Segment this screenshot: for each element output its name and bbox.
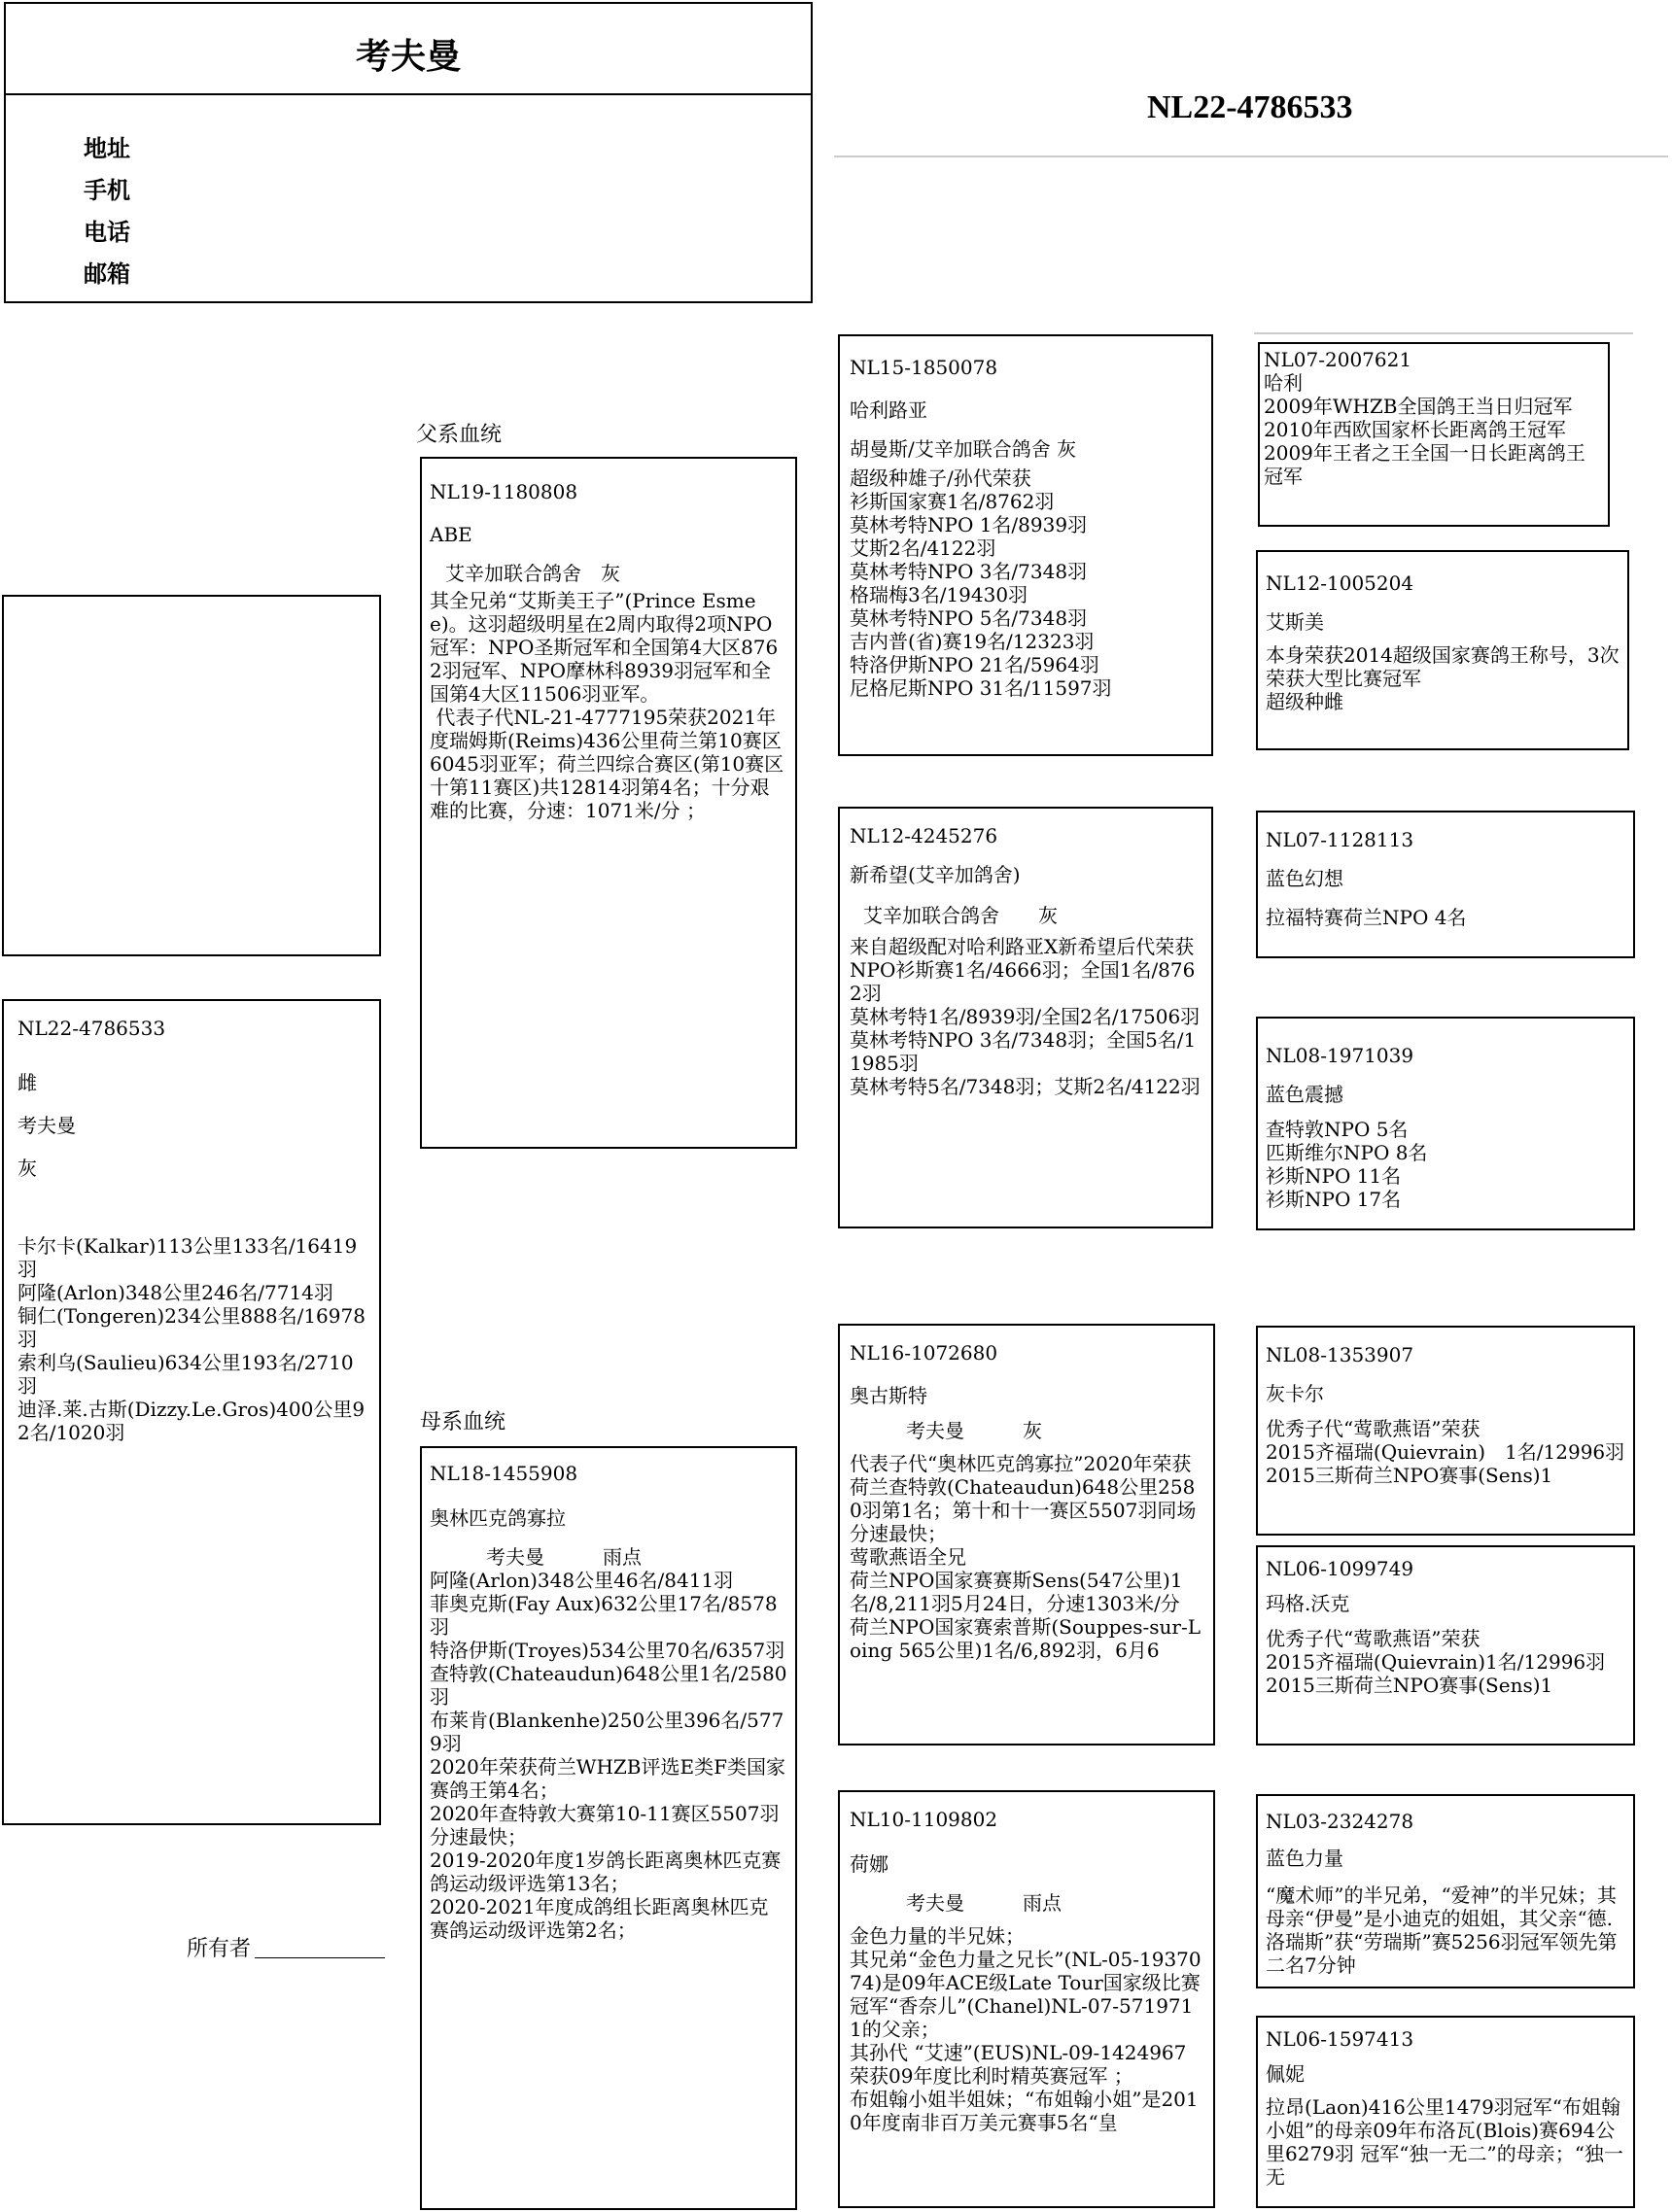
dds-ring: NL03-2324278 xyxy=(1266,1810,1414,1833)
header-ring-number: NL22-4786533 xyxy=(1147,89,1353,125)
dam-line-label: 母系血统 xyxy=(420,1410,506,1434)
top-rule-right xyxy=(1254,332,1633,334)
dss-ring: NL08-1353907 xyxy=(1266,1343,1414,1366)
dam-sire-breeder-color: 考夫曼 灰 xyxy=(906,1419,1042,1442)
dds-description: “魔术师”的半兄弟，“爱神”的半兄妹；其母亲“伊曼”是小迪克的姐姐，其父亲“德.洛瑞斯”获“劳瑞斯”赛5256羽冠军领先第二名7分钟 xyxy=(1266,1884,1618,1977)
dam-sire-sire-card xyxy=(1256,1326,1635,1536)
ssd-description: 本身荣获2014超级国家赛鸽王称号，3次荣获大型比赛冠军 超级种雌 xyxy=(1266,643,1620,713)
header-divider xyxy=(6,93,811,95)
dss-name: 灰卡尔 xyxy=(1266,1382,1324,1405)
subject-ring: NL22-4786533 xyxy=(17,1017,166,1040)
sdd-description: 查特敦NPO 5名 匹斯维尔NPO 8名 衫斯NPO 11名 衫斯NPO 17名 xyxy=(1266,1118,1428,1211)
owner-label: 所有者 xyxy=(187,1937,252,1961)
sds-name: 蓝色幻想 xyxy=(1266,867,1343,890)
sire-dam-card xyxy=(838,807,1213,1228)
sss-name: 哈利 xyxy=(1264,371,1303,395)
ddd-name: 佩妮 xyxy=(1266,2062,1305,2086)
subject-card xyxy=(2,999,381,1825)
dam-card xyxy=(420,1446,797,2210)
dam-dam-dam-card xyxy=(1256,2016,1635,2208)
sire-sire-breeder-color: 胡曼斯/艾辛加联合鸽舍 灰 xyxy=(850,437,1077,461)
sire-sire-sire-card xyxy=(1258,342,1610,527)
dam-description: 阿隆(Arlon)348公里46名/8411羽 菲奥克斯(Fay Aux)632公里17名/8578羽 特洛伊斯(Troyes)534公里70名/6357羽 查特敦(Chateaudun)648公里1名/2580羽 布莱肯(Blankenhe)250公里396名/5779羽 2020年荣获荷兰WHZB评选E类F类国家赛鸽王第4名； 2020年查特敦大赛第10-11赛区5507羽分速最快； 2019-2020年度1岁鸽长距离奥林匹克赛鸽运动级评选第13名； 2020-2021年度成鸽组长距离奥林匹克赛鸽运动级评选第2名； xyxy=(430,1569,787,1942)
address-label: 地址 xyxy=(84,135,130,162)
dsd-description: 优秀子代“莺歌燕语”荣获 2015齐福瑞(Quievrain)1名/12996羽 2015三斯荷兰NPO赛事(Sens)1 xyxy=(1266,1627,1606,1697)
contact-labels xyxy=(84,128,130,295)
sire-name: ABE xyxy=(430,523,472,546)
sire-dam-ring: NL12-4245276 xyxy=(850,824,998,847)
header-rule xyxy=(834,156,1668,157)
sire-sire-dam-card xyxy=(1256,550,1629,750)
loft-name: 考夫曼 xyxy=(355,37,461,76)
dam-sire-card xyxy=(838,1324,1215,1745)
dam-name: 奥林匹克鸽寡拉 xyxy=(430,1506,566,1530)
owner-signature-line xyxy=(255,1957,385,1958)
owner-header-box xyxy=(4,2,813,303)
sds-description: 拉福特赛荷兰NPO 4名 xyxy=(1266,906,1467,929)
subject-results: 卡尔卡(Kalkar)113公里133名/16419羽 阿隆(Arlon)348公里246名/7714羽 铜仁(Tongeren)234公里888名/16978羽 索利乌(Saulieu)634公里193名/2710羽 迪泽.莱.古斯(Dizzy.Le.Gros)400公里92名/1020羽 xyxy=(17,1234,366,1444)
dss-description: 优秀子代“莺歌燕语”荣获 2015齐福瑞(Quievrain) 1名/12996羽 2015三斯荷兰NPO赛事(Sens)1 xyxy=(1266,1417,1625,1487)
dam-sire-ring: NL16-1072680 xyxy=(850,1341,998,1365)
ssd-name: 艾斯美 xyxy=(1266,610,1324,634)
sdd-name: 蓝色震撼 xyxy=(1266,1083,1343,1106)
sdd-ring: NL08-1971039 xyxy=(1266,1044,1414,1067)
ddd-ring: NL06-1597413 xyxy=(1266,2027,1414,2051)
dsd-ring: NL06-1099749 xyxy=(1266,1557,1414,1580)
dam-dam-description: 金色力量的半兄妹； 其兄弟“金色力量之兄长”(NL-05-1937074)是09年ACE级Late Tour国家级比赛冠军“香奈儿”(Chanel)NL-07-5719711的父亲； 其孙代 “艾速”(EUS)NL-09-1424967荣获09年度比利时精英赛冠军 ； 布姐翰小姐半姐妹；“布姐翰小姐”是2010年度南非百万美元赛事5名“皇 xyxy=(850,1924,1202,2134)
photo-frame xyxy=(2,595,381,956)
dam-dam-card xyxy=(838,1790,1215,2208)
sire-dam-dam-card xyxy=(1256,1017,1635,1230)
subject-name: 考夫曼 xyxy=(17,1114,76,1137)
sire-dam-breeder-color: 艾辛加联合鸽舍 灰 xyxy=(863,904,1058,927)
dam-dam-name: 荷娜 xyxy=(850,1852,888,1876)
subject-color: 灰 xyxy=(17,1157,37,1180)
ddd-description: 拉昂(Laon)416公里1479羽冠军“布姐翰小姐”的母亲09年布洛瓦(Blois)赛694公里6279羽 冠军“独一无二”的母亲；“独一无 xyxy=(1266,2095,1623,2189)
sire-sire-ring: NL15-1850078 xyxy=(850,356,998,379)
dam-sire-dam-card xyxy=(1256,1545,1635,1745)
ssd-ring: NL12-1005204 xyxy=(1266,571,1414,595)
sds-ring: NL07-1128113 xyxy=(1266,828,1414,851)
sire-line-label: 父系血统 xyxy=(416,423,503,447)
dam-breeder-color: 考夫曼 雨点 xyxy=(486,1545,642,1569)
sire-dam-name: 新希望(艾辛加鸽舍) xyxy=(850,863,1021,886)
dam-dam-sire-card xyxy=(1256,1794,1635,1988)
sire-dam-sire-card xyxy=(1256,811,1635,958)
phone-label: 电话 xyxy=(84,219,130,246)
email-label: 邮箱 xyxy=(84,260,130,288)
dam-sire-name: 奥古斯特 xyxy=(850,1384,927,1407)
sire-description: 其全兄弟“艾斯美王子”(Prince Esmee)。这羽超级明星在2周内取得2项NPO冠军：NPO圣斯冠军和全国第4大区8762羽冠军、NPO摩林科8939羽冠军和全国第4大区11506羽亚军。 代表子代NL-21-4777195荣获2021年度瑞姆斯(Reims)436公里荷兰第10赛区6045羽亚军；荷兰四综合赛区(第10赛区十第11赛区)共12814羽第4名；十分艰难的比赛，分速：1071米/分 ； xyxy=(430,589,784,822)
subject-sex: 雌 xyxy=(17,1071,37,1094)
sire-breeder-color: 艾辛加联合鸽舍 灰 xyxy=(445,562,620,585)
dam-ring: NL18-1455908 xyxy=(430,1462,578,1485)
sire-dam-description: 来自超级配对哈利路亚X新希望后代荣获 NPO衫斯赛1名/4666羽；全国1名/8762羽 莫林考特1名/8939羽/全国2名/17506羽 莫林考特NPO 3名/7348羽；全国5名/11985羽 莫林考特5名/7348羽；艾斯2名/4122羽 xyxy=(850,935,1201,1098)
mobile-label: 手机 xyxy=(84,177,130,204)
sire-card xyxy=(420,457,797,1149)
dam-dam-breeder-color: 考夫曼 雨点 xyxy=(906,1891,1062,1915)
sire-sire-name: 哈利路亚 xyxy=(850,398,927,422)
sss-description: 2009年WHZB全国鸽王当日归冠军 2010年西欧国家杯长距离鸽王冠军 2009年王者之王全国一日长距离鸽王冠军 xyxy=(1264,395,1585,488)
dds-name: 蓝色力量 xyxy=(1266,1847,1343,1870)
sire-ring: NL19-1180808 xyxy=(430,480,578,503)
sire-sire-description: 超级种雄子/孙代荣获 衫斯国家赛1名/8762羽 莫林考特NPO 1名/8939羽 艾斯2名/4122羽 莫林考特NPO 3名/7348羽 格瑞梅3名/19430羽 莫林考特NPO 5名/7348羽 吉内普(省)赛19名/12323羽 特洛伊斯NPO 21名/5964羽 尼格尼斯NPO 31名/11597羽 xyxy=(850,467,1112,700)
dsd-name: 玛格.沃克 xyxy=(1266,1592,1350,1615)
sire-sire-card xyxy=(838,334,1213,756)
dam-sire-description: 代表子代“奥林匹克鸽寡拉”2020年荣获荷兰查特敦(Chateaudun)648公里2580羽第1名；第十和十一赛区5507羽同场分速最快； 莺歌燕语全兄 荷兰NPO国家赛赛斯Sens(547公里)1名/8,211羽5月24日，分速1303米/分 荷兰NPO国家赛索普斯(Souppes-sur-Loing 565公里)1名/6,892羽，6月6 xyxy=(850,1452,1201,1662)
dam-dam-ring: NL10-1109802 xyxy=(850,1808,998,1831)
sss-ring: NL07-2007621 xyxy=(1264,348,1412,371)
